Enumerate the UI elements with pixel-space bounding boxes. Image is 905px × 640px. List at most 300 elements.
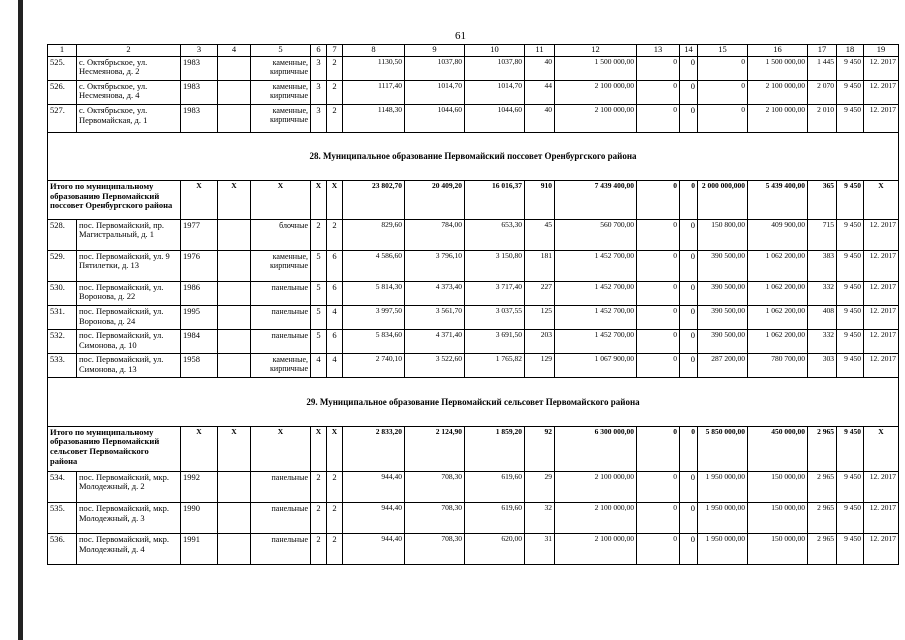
deadline-cell: 12. 2017	[864, 533, 899, 564]
owners-cost-cell: 1 062 200,00	[748, 281, 808, 305]
unit-cost-cell: 2 070	[808, 80, 837, 104]
fund-cost-cell: 0	[637, 502, 680, 533]
address-cell: пос. Первомайский, мкр. Молодежный, д. 2	[77, 471, 181, 502]
total-cost-cell: 2 100 000,00	[555, 104, 637, 132]
municipal-cost-cell: 0	[698, 80, 748, 104]
building-row	[48, 219, 899, 250]
budget-cost-cell: 0	[680, 533, 698, 564]
residential-area-cell: 619,60	[465, 502, 525, 533]
address-cell: с. Октябрьское, ул. Первомайская, д. 1	[77, 104, 181, 132]
fund-cost-cell: 0	[637, 305, 680, 329]
deadline-cell: 12. 2017	[864, 281, 899, 305]
total-cell: 6 300 000,00	[555, 426, 637, 471]
limit-cost-cell: 9 450	[837, 250, 864, 281]
total-cell: 0	[680, 180, 698, 219]
year-cell: 1983	[181, 80, 218, 104]
row-number: 530.	[48, 281, 77, 305]
municipal-cost-cell: 0	[698, 56, 748, 80]
unit-cost-cell: 408	[808, 305, 837, 329]
budget-cost-cell: 0	[680, 250, 698, 281]
column-number-cell: 15	[698, 45, 748, 57]
column-number-cell: 18	[837, 45, 864, 57]
budget-cost-cell: 0	[680, 502, 698, 533]
limit-cost-cell: 9 450	[837, 330, 864, 354]
wall-material-cell: панельные	[251, 471, 311, 502]
wall-material-cell: панельные	[251, 330, 311, 354]
wall-material-cell: панельные	[251, 305, 311, 329]
total-cost-cell: 2 100 000,00	[555, 471, 637, 502]
budget-cost-cell: 0	[680, 330, 698, 354]
living-area-cell: 708,30	[405, 502, 465, 533]
address-cell: пос. Первомайский, пр. Магистральный, д. 1	[77, 219, 181, 250]
fund-cost-cell: 0	[637, 354, 680, 378]
living-area-cell: 1037,80	[405, 56, 465, 80]
residential-area-cell: 1014,70	[465, 80, 525, 104]
total-cell: X	[327, 426, 343, 471]
owners-cost-cell: 1 500 000,00	[748, 56, 808, 80]
residential-area-cell: 3 150,80	[465, 250, 525, 281]
entrances-cell: 2	[327, 80, 343, 104]
residents-cell: 45	[525, 219, 555, 250]
building-row	[48, 471, 899, 502]
column-number-cell: 16	[748, 45, 808, 57]
owners-cost-cell: 780 700,00	[748, 354, 808, 378]
total-cell: 5 850 000,00	[698, 426, 748, 471]
address-cell: пос. Первомайский, мкр. Молодежный, д. 3	[77, 502, 181, 533]
entrances-cell: 2	[327, 104, 343, 132]
entrances-cell: 2	[327, 533, 343, 564]
column-number-cell: 11	[525, 45, 555, 57]
row-number: 531.	[48, 305, 77, 329]
total-cell: 20 409,20	[405, 180, 465, 219]
entrances-cell: 6	[327, 330, 343, 354]
unit-cost-cell: 1 445	[808, 56, 837, 80]
floors-cell: 5	[311, 281, 327, 305]
entrances-cell: 4	[327, 305, 343, 329]
entrances-cell: 2	[327, 471, 343, 502]
total-cell: 365	[808, 180, 837, 219]
limit-cost-cell: 9 450	[837, 219, 864, 250]
col4-cell	[218, 80, 251, 104]
wall-material-cell: панельные	[251, 281, 311, 305]
floors-cell: 5	[311, 305, 327, 329]
section-heading-row	[48, 132, 899, 180]
column-number-cell: 10	[465, 45, 525, 57]
total-cell: 9 450	[837, 180, 864, 219]
wall-material-cell: панельные	[251, 502, 311, 533]
entrances-cell: 2	[327, 56, 343, 80]
residential-area-cell: 1044,60	[465, 104, 525, 132]
deadline-cell: 12. 2017	[864, 330, 899, 354]
total-cost-cell: 2 100 000,00	[555, 80, 637, 104]
owners-cost-cell: 1 062 200,00	[748, 305, 808, 329]
section-heading-row	[48, 378, 899, 426]
address-cell: пос. Первомайский, ул. 9 Пятилетки, д. 13	[77, 250, 181, 281]
municipal-cost-cell: 287 200,00	[698, 354, 748, 378]
total-cell: X	[864, 426, 899, 471]
unit-cost-cell: 383	[808, 250, 837, 281]
residents-cell: 181	[525, 250, 555, 281]
residents-cell: 40	[525, 104, 555, 132]
municipal-cost-cell: 1 950 000,00	[698, 471, 748, 502]
unit-cost-cell: 2 965	[808, 502, 837, 533]
budget-cost-cell: 0	[680, 354, 698, 378]
fund-cost-cell: 0	[637, 80, 680, 104]
column-number-cell: 8	[343, 45, 405, 57]
unit-cost-cell: 715	[808, 219, 837, 250]
living-area-cell: 1044,60	[405, 104, 465, 132]
total-cost-cell: 1 067 900,00	[555, 354, 637, 378]
living-area-cell: 708,30	[405, 533, 465, 564]
fund-cost-cell: 0	[637, 471, 680, 502]
col4-cell	[218, 533, 251, 564]
total-area-cell: 1148,30	[343, 104, 405, 132]
total-cell: 0	[637, 426, 680, 471]
total-cell: X	[181, 180, 218, 219]
total-cell: 0	[680, 426, 698, 471]
page-number: 61	[455, 30, 466, 42]
unit-cost-cell: 2 965	[808, 533, 837, 564]
address-cell: с. Октябрьское, ул. Несмеянова, д. 2	[77, 56, 181, 80]
column-number-cell: 2	[77, 45, 181, 57]
year-cell: 1977	[181, 219, 218, 250]
building-row	[48, 281, 899, 305]
address-cell: пос. Первомайский, ул. Воронова, д. 24	[77, 305, 181, 329]
total-cell: 16 016,37	[465, 180, 525, 219]
total-row	[48, 426, 899, 471]
entrances-cell: 4	[327, 354, 343, 378]
column-number-cell: 3	[181, 45, 218, 57]
column-number-cell: 5	[251, 45, 311, 57]
year-cell: 1983	[181, 104, 218, 132]
total-cost-cell: 1 452 700,00	[555, 250, 637, 281]
unit-cost-cell: 303	[808, 354, 837, 378]
entrances-cell: 2	[327, 219, 343, 250]
fund-cost-cell: 0	[637, 281, 680, 305]
budget-cost-cell: 0	[680, 219, 698, 250]
section-heading: 29. Муниципальное образование Первомайский сельсовет Первомайского района	[48, 378, 899, 426]
deadline-cell: 12. 2017	[864, 219, 899, 250]
address-cell: с. Октябрьское, ул. Несмеянова, д. 4	[77, 80, 181, 104]
living-area-cell: 3 796,10	[405, 250, 465, 281]
row-number: 527.	[48, 104, 77, 132]
year-cell: 1991	[181, 533, 218, 564]
residential-area-cell: 620,00	[465, 533, 525, 564]
total-cell: 450 000,00	[748, 426, 808, 471]
total-area-cell: 5 814,30	[343, 281, 405, 305]
wall-material-cell: панельные	[251, 533, 311, 564]
scan-edge-shadow	[18, 0, 23, 640]
total-cost-cell: 1 452 700,00	[555, 281, 637, 305]
total-cell: X	[311, 426, 327, 471]
address-cell: пос. Первомайский, ул. Симонова, д. 10	[77, 330, 181, 354]
column-number-cell: 1	[48, 45, 77, 57]
residents-cell: 40	[525, 56, 555, 80]
limit-cost-cell: 9 450	[837, 533, 864, 564]
total-label: Итого по муниципальному образованию Первомайский сельсовет Первомайского района	[48, 426, 181, 471]
total-cell: 23 802,70	[343, 180, 405, 219]
total-area-cell: 3 997,50	[343, 305, 405, 329]
total-cell: 7 439 400,00	[555, 180, 637, 219]
entrances-cell: 2	[327, 502, 343, 533]
address-cell: пос. Первомайский, ул. Симонова, д. 13	[77, 354, 181, 378]
col4-cell	[218, 281, 251, 305]
residents-cell: 31	[525, 533, 555, 564]
owners-cost-cell: 150 000,00	[748, 533, 808, 564]
living-area-cell: 1014,70	[405, 80, 465, 104]
limit-cost-cell: 9 450	[837, 305, 864, 329]
building-row	[48, 330, 899, 354]
limit-cost-cell: 9 450	[837, 354, 864, 378]
total-cell: 2 000 000,000	[698, 180, 748, 219]
total-cost-cell: 1 452 700,00	[555, 305, 637, 329]
col4-cell	[218, 471, 251, 502]
entrances-cell: 6	[327, 281, 343, 305]
building-row	[48, 305, 899, 329]
limit-cost-cell: 9 450	[837, 56, 864, 80]
total-cell: X	[181, 426, 218, 471]
total-cost-cell: 1 500 000,00	[555, 56, 637, 80]
row-number: 526.	[48, 80, 77, 104]
address-cell: пос. Первомайский, ул. Воронова, д. 22	[77, 281, 181, 305]
total-area-cell: 1117,40	[343, 80, 405, 104]
residents-cell: 29	[525, 471, 555, 502]
column-number-cell: 4	[218, 45, 251, 57]
column-number-cell: 9	[405, 45, 465, 57]
column-number-cell: 12	[555, 45, 637, 57]
owners-cost-cell: 1 062 200,00	[748, 250, 808, 281]
col4-cell	[218, 56, 251, 80]
fund-cost-cell: 0	[637, 250, 680, 281]
row-number: 534.	[48, 471, 77, 502]
floors-cell: 2	[311, 533, 327, 564]
living-area-cell: 4 373,40	[405, 281, 465, 305]
row-number: 535.	[48, 502, 77, 533]
wall-material-cell: каменные, кирпичные	[251, 354, 311, 378]
limit-cost-cell: 9 450	[837, 281, 864, 305]
owners-cost-cell: 150 000,00	[748, 471, 808, 502]
budget-cost-cell: 0	[680, 281, 698, 305]
year-cell: 1984	[181, 330, 218, 354]
budget-cost-cell: 0	[680, 471, 698, 502]
unit-cost-cell: 332	[808, 281, 837, 305]
total-label: Итого по муниципальному образованию Первомайский поссовет Оренбургского района	[48, 180, 181, 219]
residential-area-cell: 653,30	[465, 219, 525, 250]
residents-cell: 129	[525, 354, 555, 378]
deadline-cell: 12. 2017	[864, 354, 899, 378]
limit-cost-cell: 9 450	[837, 104, 864, 132]
total-cell: 92	[525, 426, 555, 471]
year-cell: 1983	[181, 56, 218, 80]
deadline-cell: 12. 2017	[864, 80, 899, 104]
building-row	[48, 502, 899, 533]
fund-cost-cell: 0	[637, 219, 680, 250]
row-number: 533.	[48, 354, 77, 378]
owners-cost-cell: 2 100 000,00	[748, 104, 808, 132]
total-cell: X	[251, 426, 311, 471]
floors-cell: 3	[311, 80, 327, 104]
municipal-cost-cell: 1 950 000,00	[698, 502, 748, 533]
living-area-cell: 4 371,40	[405, 330, 465, 354]
year-cell: 1995	[181, 305, 218, 329]
total-cell: X	[327, 180, 343, 219]
year-cell: 1986	[181, 281, 218, 305]
wall-material-cell: блочные	[251, 219, 311, 250]
budget-cost-cell: 0	[680, 80, 698, 104]
living-area-cell: 3 522,60	[405, 354, 465, 378]
wall-material-cell: каменные, кирпичные	[251, 250, 311, 281]
floors-cell: 5	[311, 250, 327, 281]
column-number-cell: 7	[327, 45, 343, 57]
entrances-cell: 6	[327, 250, 343, 281]
owners-cost-cell: 1 062 200,00	[748, 330, 808, 354]
total-cell: 2 965	[808, 426, 837, 471]
year-cell: 1990	[181, 502, 218, 533]
total-cell: 910	[525, 180, 555, 219]
floors-cell: 2	[311, 471, 327, 502]
residents-cell: 32	[525, 502, 555, 533]
total-row	[48, 180, 899, 219]
housing-register-table	[47, 44, 899, 565]
total-cell: 0	[637, 180, 680, 219]
limit-cost-cell: 9 450	[837, 471, 864, 502]
column-number-row	[48, 45, 899, 57]
total-area-cell: 1130,50	[343, 56, 405, 80]
total-cell: X	[251, 180, 311, 219]
municipal-cost-cell: 390 500,00	[698, 250, 748, 281]
fund-cost-cell: 0	[637, 330, 680, 354]
total-cell: X	[864, 180, 899, 219]
section-heading: 28. Муниципальное образование Первомайский поссовет Оренбургского района	[48, 132, 899, 180]
unit-cost-cell: 2 965	[808, 471, 837, 502]
residents-cell: 44	[525, 80, 555, 104]
municipal-cost-cell: 390 500,00	[698, 330, 748, 354]
col4-cell	[218, 502, 251, 533]
column-number-cell: 17	[808, 45, 837, 57]
floors-cell: 3	[311, 104, 327, 132]
year-cell: 1976	[181, 250, 218, 281]
total-area-cell: 829,60	[343, 219, 405, 250]
col4-cell	[218, 250, 251, 281]
total-cost-cell: 560 700,00	[555, 219, 637, 250]
fund-cost-cell: 0	[637, 56, 680, 80]
budget-cost-cell: 0	[680, 104, 698, 132]
fund-cost-cell: 0	[637, 104, 680, 132]
year-cell: 1992	[181, 471, 218, 502]
floors-cell: 2	[311, 219, 327, 250]
residential-area-cell: 1 765,82	[465, 354, 525, 378]
total-area-cell: 944,40	[343, 533, 405, 564]
residents-cell: 125	[525, 305, 555, 329]
total-cost-cell: 2 100 000,00	[555, 533, 637, 564]
total-area-cell: 2 740,10	[343, 354, 405, 378]
residential-area-cell: 3 691,50	[465, 330, 525, 354]
col4-cell	[218, 330, 251, 354]
row-number: 528.	[48, 219, 77, 250]
total-cell: 2 124,90	[405, 426, 465, 471]
total-cell: X	[311, 180, 327, 219]
wall-material-cell: каменные, кирпичные	[251, 104, 311, 132]
total-cost-cell: 2 100 000,00	[555, 502, 637, 533]
total-cost-cell: 1 452 700,00	[555, 330, 637, 354]
building-row	[48, 250, 899, 281]
municipal-cost-cell: 390 500,00	[698, 281, 748, 305]
wall-material-cell: каменные, кирпичные	[251, 56, 311, 80]
building-row	[48, 104, 899, 132]
col4-cell	[218, 104, 251, 132]
year-cell: 1958	[181, 354, 218, 378]
residential-area-cell: 1037,80	[465, 56, 525, 80]
deadline-cell: 12. 2017	[864, 56, 899, 80]
row-number: 532.	[48, 330, 77, 354]
total-cell: X	[218, 180, 251, 219]
municipal-cost-cell: 1 950 000,00	[698, 533, 748, 564]
total-area-cell: 944,40	[343, 471, 405, 502]
col4-cell	[218, 354, 251, 378]
column-number-cell: 14	[680, 45, 698, 57]
total-area-cell: 5 834,60	[343, 330, 405, 354]
residents-cell: 203	[525, 330, 555, 354]
column-number-cell: 6	[311, 45, 327, 57]
total-cell: 9 450	[837, 426, 864, 471]
total-area-cell: 944,40	[343, 502, 405, 533]
unit-cost-cell: 332	[808, 330, 837, 354]
building-row	[48, 354, 899, 378]
floors-cell: 4	[311, 354, 327, 378]
residential-area-cell: 3 037,55	[465, 305, 525, 329]
owners-cost-cell: 2 100 000,00	[748, 80, 808, 104]
living-area-cell: 784,00	[405, 219, 465, 250]
deadline-cell: 12. 2017	[864, 305, 899, 329]
owners-cost-cell: 409 900,00	[748, 219, 808, 250]
row-number: 529.	[48, 250, 77, 281]
column-number-cell: 13	[637, 45, 680, 57]
owners-cost-cell: 150 000,00	[748, 502, 808, 533]
living-area-cell: 3 561,70	[405, 305, 465, 329]
deadline-cell: 12. 2017	[864, 250, 899, 281]
row-number: 525.	[48, 56, 77, 80]
total-area-cell: 4 586,60	[343, 250, 405, 281]
limit-cost-cell: 9 450	[837, 502, 864, 533]
budget-cost-cell: 0	[680, 305, 698, 329]
residential-area-cell: 619,60	[465, 471, 525, 502]
deadline-cell: 12. 2017	[864, 471, 899, 502]
floors-cell: 5	[311, 330, 327, 354]
building-row	[48, 56, 899, 80]
address-cell: пос. Первомайский, мкр. Молодежный, д. 4	[77, 533, 181, 564]
total-cell: 5 439 400,00	[748, 180, 808, 219]
building-row	[48, 533, 899, 564]
municipal-cost-cell: 390 500,00	[698, 305, 748, 329]
total-cell: X	[218, 426, 251, 471]
deadline-cell: 12. 2017	[864, 502, 899, 533]
wall-material-cell: каменные, кирпичные	[251, 80, 311, 104]
fund-cost-cell: 0	[637, 533, 680, 564]
limit-cost-cell: 9 450	[837, 80, 864, 104]
total-cell: 1 859,20	[465, 426, 525, 471]
deadline-cell: 12. 2017	[864, 104, 899, 132]
total-cell: 2 833,20	[343, 426, 405, 471]
living-area-cell: 708,30	[405, 471, 465, 502]
residential-area-cell: 3 717,40	[465, 281, 525, 305]
col4-cell	[218, 305, 251, 329]
unit-cost-cell: 2 010	[808, 104, 837, 132]
floors-cell: 3	[311, 56, 327, 80]
residents-cell: 227	[525, 281, 555, 305]
municipal-cost-cell: 0	[698, 104, 748, 132]
row-number: 536.	[48, 533, 77, 564]
floors-cell: 2	[311, 502, 327, 533]
